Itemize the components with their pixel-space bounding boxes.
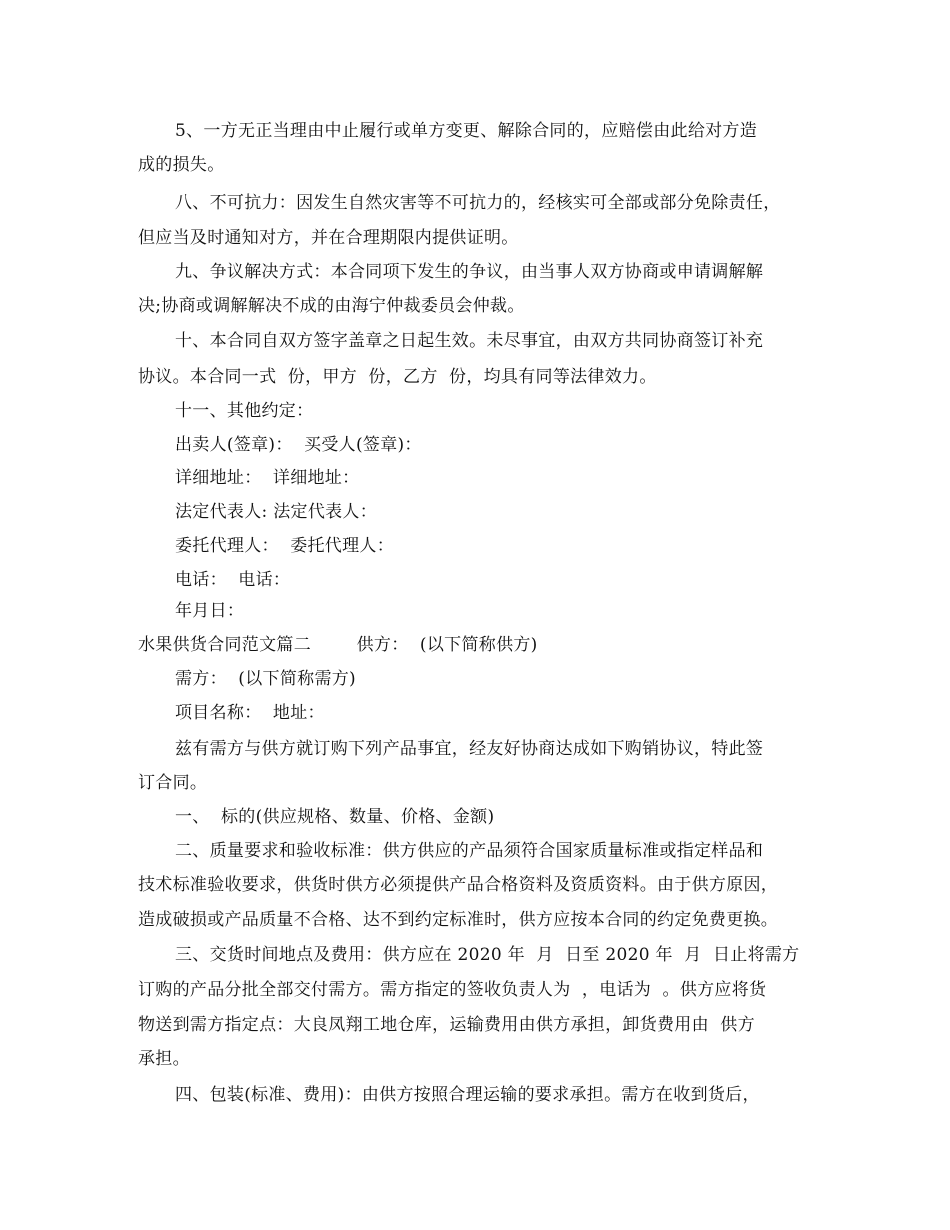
text-line: 协议。本合同一式 份，甲方 份，乙方 份，均具有同等法律效力。 — [138, 367, 657, 387]
text-line: 兹有需方与供方就订购下列产品事宜，经友好协商达成如下购销协议，特此签 — [175, 739, 764, 759]
text-line: 订购的产品分批全部交付需方。需方指定的签收负责人为 ，电话为 。供方应将货 — [138, 980, 767, 1000]
text-line: 需方： (以下简称需方) — [175, 669, 356, 689]
text-line: 三、交货时间地点及费用：供方应在 2020 年 月 日至 2020 年 月 日止将需方 — [175, 945, 800, 965]
text-line: 技术标准验收要求，供货时供方必须提供产品合格资料及资质资料。由于供方原因， — [138, 875, 779, 895]
text-line: 出卖人(签章)： 买受人(签章)： — [175, 435, 422, 455]
text-line: 物送到需方指定点：大良凤翔工地仓库，运输费用由供方承担，卸货费用由 供方 — [138, 1015, 755, 1035]
text-line: 二、质量要求和验收标准：供方供应的产品须符合国家质量标准或指定样品和 — [175, 841, 764, 861]
text-line: 决;协商或调解解决不成的由海宁仲裁委员会仲裁。 — [138, 296, 525, 316]
text-line: 项目名称： 地址： — [175, 703, 325, 723]
text-line: 四、包装(标准、费用)：由供方按照合理运输的要求承担。需方在收到货后， — [175, 1085, 760, 1105]
text-line: 造成破损或产品质量不合格、达不到约定标准时，供方应按本合同的约定免费更换。 — [138, 910, 779, 930]
text-line: 法定代表人: 法定代表人： — [175, 502, 378, 522]
section-title-line: 水果供货合同范文篇二 供方： (以下简称供方) — [138, 635, 538, 655]
text-line: 十、本合同自双方签字盖章之日起生效。未尽事宜，由双方共同协商签订补充 — [175, 331, 764, 351]
text-line: 详细地址： 详细地址： — [175, 468, 360, 488]
text-line: 委托代理人： 委托代理人： — [175, 536, 395, 556]
text-line: 年月日： — [175, 601, 245, 621]
text-line: 八、不可抗力：因发生自然灾害等不可抗力的，经核实可全部或部分免除责任， — [175, 193, 781, 213]
text-line: 九、争议解决方式：本合同项下发生的争议，由当事人双方协商或申请调解解 — [175, 262, 764, 282]
text-line: 但应当及时通知对方，并在合理期限内提供证明。 — [138, 228, 519, 248]
text-line: 十一、其他约定： — [175, 401, 314, 421]
text-line: 5、一方无正当理由中止履行或单方变更、解除合同的，应赔偿由此给对方造 — [175, 121, 758, 141]
text-line: 一、 标的(供应规格、数量、价格、金额) — [175, 807, 495, 827]
text-line: 承担。 — [138, 1049, 190, 1069]
text-line: 订合同。 — [138, 773, 208, 793]
text-line: 电话： 电话： — [175, 570, 291, 590]
text-line: 成的损失。 — [138, 155, 225, 175]
